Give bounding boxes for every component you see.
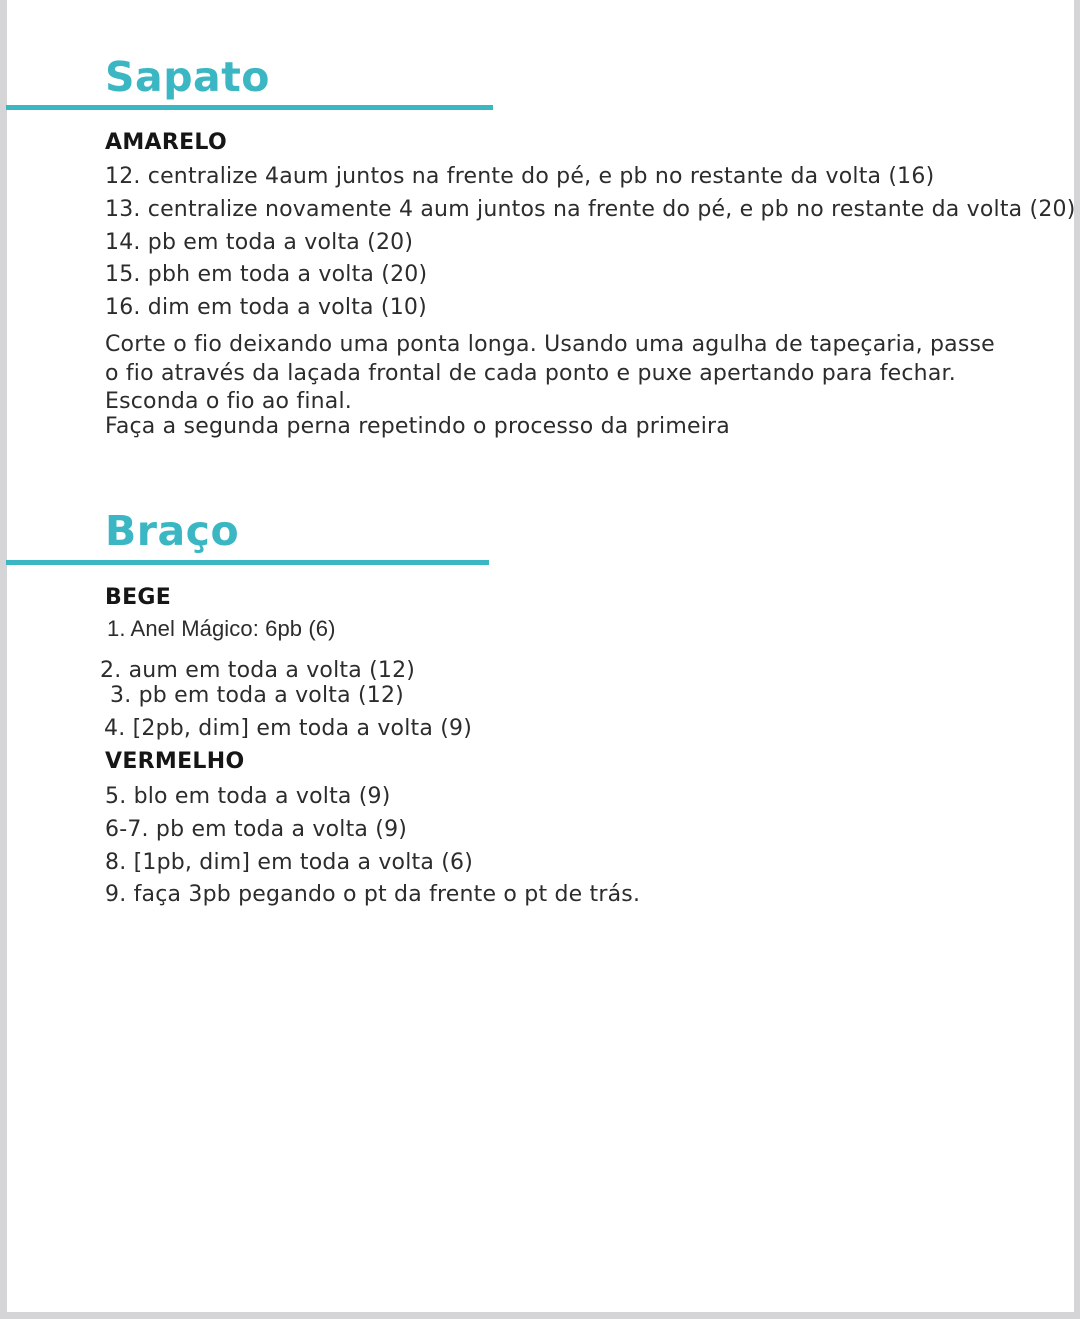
color-label-bege: BEGE xyxy=(105,585,172,610)
repeat-note: Faça a segunda perna repetindo o processo da primeira xyxy=(105,414,730,439)
instruction-line: 9. faça 3pb pegando o pt da frente o pt de trás. xyxy=(105,882,641,907)
section-title-braco: Braço xyxy=(105,507,240,555)
color-label-amarelo: AMARELO xyxy=(105,130,227,155)
instruction-line: 6-7. pb em toda a volta (9) xyxy=(105,817,408,842)
instruction-line: 12. centralize 4aum juntos na frente do pé, e pb no restante da volta (16) xyxy=(105,164,935,189)
page-edge-bottom xyxy=(0,1312,1080,1319)
instruction-line: 2. aum em toda a volta (12) xyxy=(100,658,416,683)
instruction-line: 14. pb em toda a volta (20) xyxy=(105,230,414,255)
instruction-line: 3. pb em toda a volta (12) xyxy=(110,683,404,708)
finishing-note: Corte o fio deixando uma ponta longa. Usando uma agulha de tapeçaria, passe o fio através da laçada frontal de cada ponto e puxe apertando para fechar. Esconda o fio ao final. xyxy=(105,332,995,414)
instruction-line: 8. [1pb, dim] em toda a volta (6) xyxy=(105,850,473,875)
instruction-line: 1. Anel Mágico: 6pb (6) xyxy=(107,616,336,641)
instruction-line: 13. centralize novamente 4 aum juntos na frente do pé, e pb no restante da volta (20) xyxy=(105,197,1076,222)
instruction-line: 4. [2pb, dim] em toda a volta (9) xyxy=(104,716,472,741)
section-divider-sapato xyxy=(6,105,493,110)
section-divider-braco xyxy=(6,560,489,565)
page-edge-left xyxy=(0,0,7,1319)
instruction-line: 15. pbh em toda a volta (20) xyxy=(105,262,428,287)
instruction-line: 16. dim em toda a volta (10) xyxy=(105,295,427,320)
instruction-line: 5. blo em toda a volta (9) xyxy=(105,784,391,809)
color-label-vermelho: VERMELHO xyxy=(105,749,245,774)
section-title-sapato: Sapato xyxy=(105,53,270,101)
